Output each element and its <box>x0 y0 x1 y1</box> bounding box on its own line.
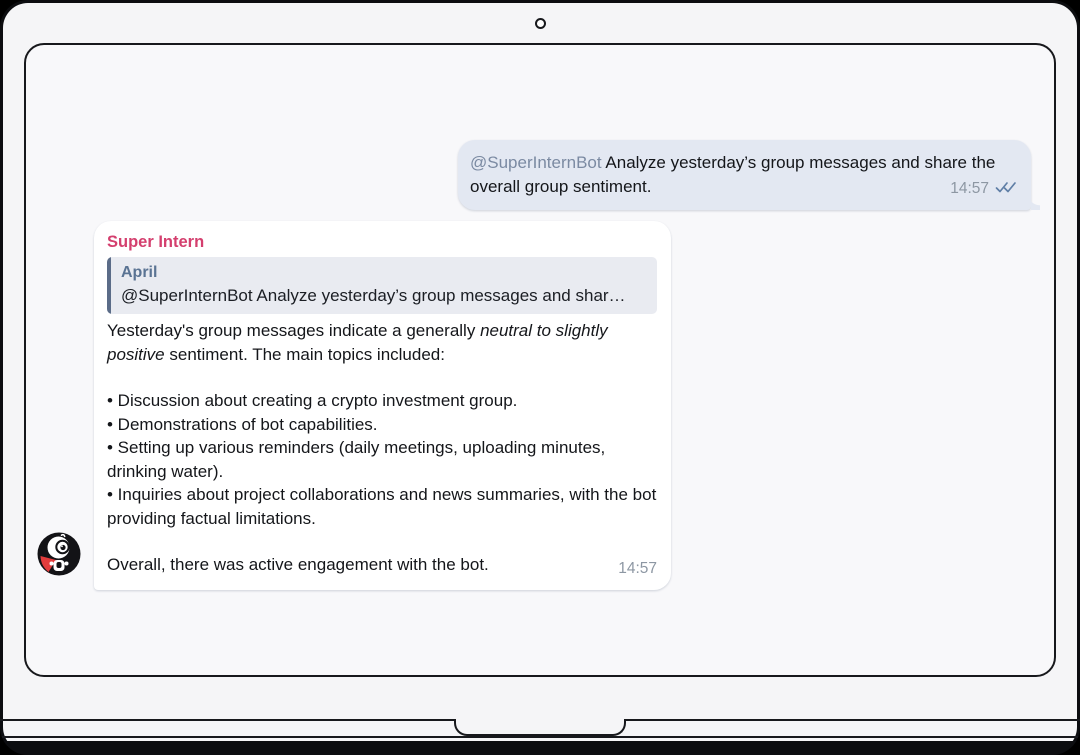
outgoing-message-bubble[interactable] <box>458 140 1031 210</box>
laptop-base <box>0 741 1080 755</box>
bullet-list <box>107 389 657 530</box>
bullet-item: • Discussion about creating a crypto investment group. <box>107 391 518 410</box>
screen <box>24 43 1056 677</box>
robot-mascot-avatar[interactable] <box>37 532 81 576</box>
webcam-dot-icon <box>535 18 546 29</box>
sender-name[interactable]: Super Intern <box>107 233 205 251</box>
outgoing-message-time: 14:57 <box>950 179 989 197</box>
paragraph-lead: Yesterday's group messages indicate a generally <box>107 321 481 340</box>
paragraph-rest: sentiment. The main topics included: <box>164 344 445 364</box>
mention-link[interactable]: @SuperInternBot <box>470 153 602 172</box>
bubble-tail <box>1031 193 1040 210</box>
deck-front-edge <box>0 736 1080 738</box>
reply-author: April <box>121 264 158 281</box>
chat-area <box>26 45 1054 675</box>
message-paragraph <box>107 319 657 366</box>
bullet-item: • Inquiries about project collaborations and news summaries, with the bot providing factual limitations. <box>107 485 657 528</box>
paragraph-italic: neutral to slightly positive <box>107 321 608 364</box>
closing-text: Overall, there was active engagement with the bot. <box>107 555 489 574</box>
double-check-icon <box>995 178 1017 202</box>
incoming-message-time: 14:57 <box>618 560 657 577</box>
bullet-item: • Setting up various reminders (daily meetings, uploading minutes, drinking water). <box>107 438 606 481</box>
incoming-message-bubble[interactable] <box>94 221 671 590</box>
reply-quote[interactable] <box>107 257 657 314</box>
reply-text: @SuperInternBot Analyze yesterday’s group messages and shar… <box>121 286 626 305</box>
outgoing-message-text: Analyze yesterday’s group messages and share the overall group sentiment. <box>470 153 996 196</box>
bullet-item: • Demonstrations of bot capabilities. <box>107 414 378 434</box>
lid-notch <box>454 719 626 736</box>
